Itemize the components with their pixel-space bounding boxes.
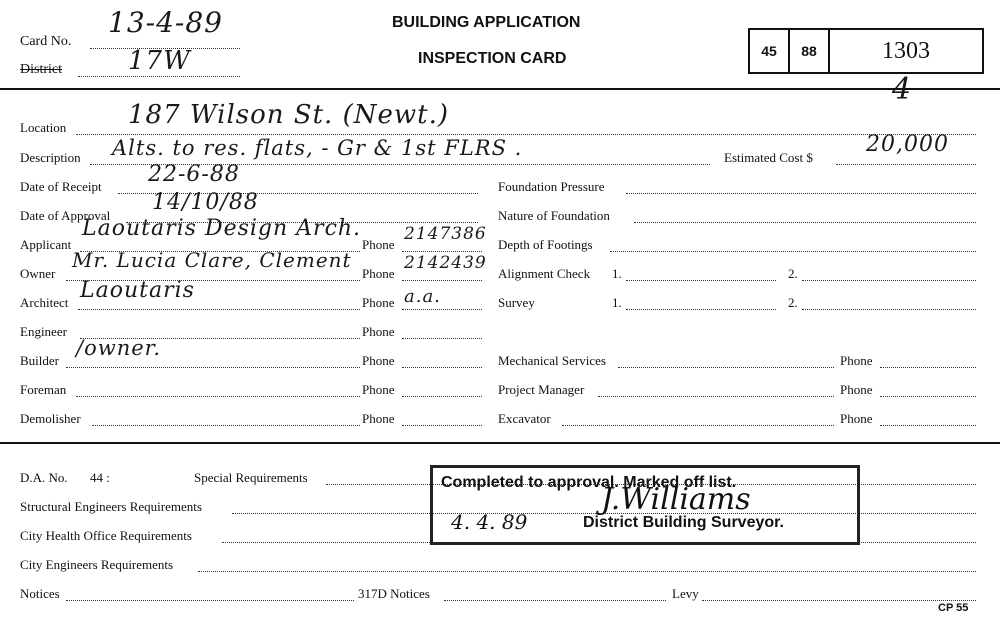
mechanical-services-phone-label: Phone [840, 353, 873, 368]
mechanical-services-label: Mechanical Services [498, 353, 606, 368]
architect-phone-dots [402, 309, 482, 310]
form-title-line2: INSPECTION CARD [418, 50, 567, 67]
alignment-check-2-label: 2. [788, 266, 798, 281]
alignment-check-2-dots [802, 280, 976, 281]
excavator-dots [562, 425, 834, 426]
card-number-boxes [748, 28, 984, 74]
da-no-value: 44 : [90, 470, 110, 485]
special-requirements-label: Special Requirements [194, 470, 308, 485]
alignment-check-1-label: 1. [612, 266, 622, 281]
foreman-phone-dots [402, 396, 482, 397]
estimated-cost-value[interactable]: 20,000 [866, 132, 949, 157]
mechanical-services-dots [618, 367, 834, 368]
applicant-phone-value[interactable]: 2147386 [404, 224, 487, 244]
foreman-label: Foreman [20, 382, 67, 397]
box-number: 1303 [882, 37, 930, 64]
depth-of-footings-label: Depth of Footings [498, 237, 593, 252]
survey-2-label: 2. [788, 295, 798, 310]
description-value[interactable]: Alts. to res. flats, - Gr & 1st FLRS . [112, 136, 523, 160]
architect-label: Architect [20, 295, 69, 310]
survey-1-label: 1. [612, 295, 622, 310]
architect-value[interactable]: Laoutaris [80, 278, 195, 303]
foreman-phone-label: Phone [362, 382, 395, 397]
survey-label: Survey [498, 295, 535, 310]
date-of-receipt-value[interactable]: 22-6-88 [148, 162, 240, 187]
city-engineers-label: City Engineers Requirements [20, 557, 174, 572]
stamp-signature: J.Williams [601, 482, 751, 517]
district-value[interactable]: 17W [128, 46, 191, 76]
city-health-label: City Health Office Requirements [20, 528, 192, 543]
notices-317d-dots [444, 600, 666, 601]
builder-label: Builder [20, 353, 59, 368]
location-dots [76, 134, 976, 135]
owner-label: Owner [20, 266, 56, 281]
city-engineers-dots [198, 571, 976, 572]
box-b: 88 [790, 30, 830, 72]
card-no-label: Card No. [20, 34, 72, 49]
completion-stamp [430, 465, 860, 545]
nature-of-foundation-dots [634, 222, 976, 223]
demolisher-dots [92, 425, 360, 426]
excavator-phone-label: Phone [840, 411, 873, 426]
builder-value[interactable]: /owner. [76, 336, 162, 360]
engineer-phone-label: Phone [362, 324, 395, 339]
owner-phone-value[interactable]: 2142439 [404, 253, 487, 273]
notices-dots [66, 600, 354, 601]
levy-dots [702, 600, 976, 601]
stamp-line2: District Building Surveyor. [583, 514, 784, 531]
project-manager-phone-label: Phone [840, 382, 873, 397]
survey-1-dots [626, 309, 776, 310]
box-a: 45 [750, 30, 790, 72]
architect-phone-value[interactable]: a.a. [404, 286, 441, 307]
description-label: Description [20, 150, 81, 165]
corner-mark: 4 [892, 72, 913, 107]
architect-dots [78, 309, 360, 310]
owner-phone-dots [402, 280, 482, 281]
applicant-phone-label: Phone [362, 237, 395, 252]
applicant-value[interactable]: Laoutaris Design Arch. [82, 216, 362, 241]
location-label: Location [20, 120, 67, 135]
excavator-phone-dots [880, 425, 976, 426]
applicant-label: Applicant [20, 237, 72, 252]
mechanical-services-phone-dots [880, 367, 976, 368]
owner-phone-label: Phone [362, 266, 395, 281]
middle-rule [0, 442, 1000, 444]
nature-of-foundation-label: Nature of Foundation [498, 208, 610, 223]
card-no-value[interactable]: 13-4-89 [108, 6, 223, 39]
builder-dots [66, 367, 360, 368]
notices-label: Notices [20, 586, 60, 601]
owner-value[interactable]: Mr. Lucia Clare, Clement [72, 248, 352, 272]
form-title-line1: BUILDING APPLICATION [392, 14, 581, 31]
date-of-approval-label: Date of Approval [20, 208, 111, 223]
estimated-cost-label: Estimated Cost $ [724, 150, 813, 165]
architect-phone-label: Phone [362, 295, 395, 310]
notices-317d-label: 317D Notices [358, 586, 430, 601]
foundation-pressure-label: Foundation Pressure [498, 179, 605, 194]
district-dots [78, 76, 240, 77]
project-manager-label: Project Manager [498, 382, 585, 397]
demolisher-phone-label: Phone [362, 411, 395, 426]
da-no-label: D.A. No. [20, 470, 68, 485]
levy-label: Levy [672, 586, 699, 601]
demolisher-label: Demolisher [20, 411, 81, 426]
date-of-approval-value[interactable]: 14/10/88 [152, 190, 259, 215]
engineer-label: Engineer [20, 324, 67, 339]
depth-of-footings-dots [610, 251, 976, 252]
stamp-date: 4. 4. 89 [451, 510, 528, 534]
form-code: CP 55 [938, 602, 969, 614]
survey-2-dots [802, 309, 976, 310]
district-label: District [20, 62, 62, 77]
applicant-phone-dots [402, 251, 482, 252]
date-of-receipt-label: Date of Receipt [20, 179, 102, 194]
excavator-label: Excavator [498, 411, 551, 426]
demolisher-phone-dots [402, 425, 482, 426]
project-manager-phone-dots [880, 396, 976, 397]
alignment-check-1-dots [626, 280, 776, 281]
builder-phone-label: Phone [362, 353, 395, 368]
structural-engineers-label: Structural Engineers Requirements [20, 499, 202, 514]
header-rule [0, 88, 1000, 90]
estimated-cost-dots [836, 164, 976, 165]
engineer-phone-dots [402, 338, 482, 339]
foreman-dots [76, 396, 360, 397]
builder-phone-dots [402, 367, 482, 368]
project-manager-dots [598, 396, 834, 397]
alignment-check-label: Alignment Check [498, 266, 591, 281]
foundation-pressure-dots [626, 193, 976, 194]
location-value[interactable]: 187 Wilson St. (Newt.) [128, 100, 449, 130]
stamp-line1: Completed to approval. Marked off list. [441, 474, 737, 491]
